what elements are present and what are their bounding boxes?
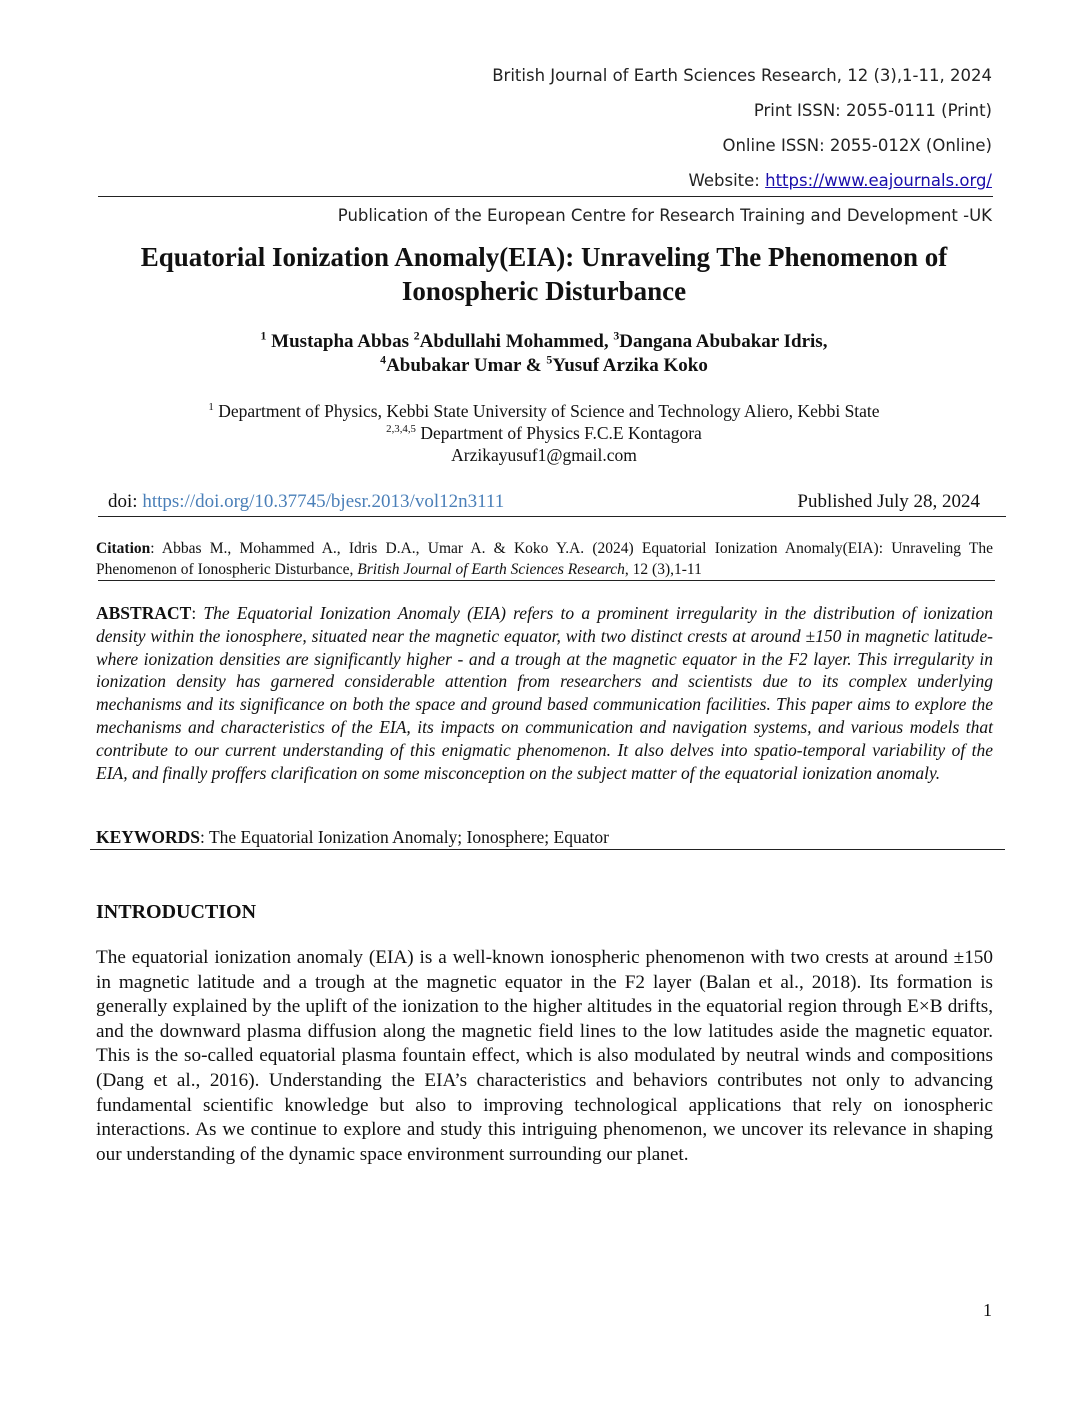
keywords-text: : The Equatorial Ionization Anomaly; Ionosphere; Equator	[200, 827, 609, 847]
citation-label: Citation	[96, 540, 151, 557]
author-4: Abubakar Umar &	[386, 355, 547, 376]
author-list	[96, 330, 992, 378]
header-rule	[98, 196, 993, 197]
author-3-marker: 3	[613, 329, 620, 343]
website-link[interactable]: https://www.eajournals.org/	[765, 171, 992, 190]
author-2: Abdullahi Mohammed,	[419, 331, 614, 352]
affiliation-1	[96, 400, 992, 422]
print-issn: Print ISSN: 2055-0111 (Print)	[753, 101, 992, 120]
keywords	[96, 826, 993, 848]
keywords-rule	[90, 849, 1005, 850]
title-line-2: Ionospheric Disturbance	[401, 276, 687, 306]
doi-row	[108, 490, 980, 514]
affiliations	[96, 400, 992, 466]
author-line-1	[96, 330, 992, 354]
doi-label: doi:	[108, 491, 143, 512]
introduction-text: The equatorial ionization anomaly (EIA) is a well-known ionospheric phenomenon with two crests at around ±150 in magnetic latitude and a trough at the magnetic equator in the F2 layer (Balan et al., 2018). Its formation is generally explained by the uplift of the ionization to the higher altitudes in the equatorial region through E×B drifts, and the downward plasma diffusion along the magnetic field lines to the low latitudes aside the magnetic equator. This is the so-called equatorial plasma fountain effect, which is also modulated by neutral winds and compositions (Dang et al., 2016). Understanding the EIA’s characteristics and behaviors contributes not only to advancing fundamental scientific knowledge but also to improving technological applications that rely on ionospheric interactions. As we continue to explore and study this intriguing phenomenon, we uncover its relevance in shaping our understanding of the dynamic space environment surrounding our planet.	[96, 947, 993, 1165]
author-1: Mustapha Abbas	[266, 331, 414, 352]
doi-rule	[98, 516, 1006, 517]
abstract-separator: :	[191, 603, 204, 623]
abstract-label: ABSTRACT	[96, 603, 192, 623]
citation-tail: , 12 (3),1-11	[624, 561, 702, 578]
affiliation-1-marker: 1	[208, 401, 214, 414]
affiliation-2	[96, 422, 992, 444]
title-line-1: Equatorial Ionization Anomaly(EIA): Unraveling The Phenomenon of	[140, 242, 948, 272]
affiliation-1-text: Department of Physics, Kebbi State University of Science and Technology Aliero, Kebbi State	[213, 401, 880, 421]
citation-journal: British Journal of Earth Sciences Research	[357, 561, 625, 578]
author-3: Dangana Abubakar Idris,	[619, 331, 828, 352]
affiliation-2-marker: 2,3,4,5	[386, 423, 416, 436]
publisher-line: Publication of the European Centre for Research Training and Development -UK	[337, 206, 992, 225]
abstract	[96, 602, 993, 784]
keywords-label: KEYWORDS	[96, 827, 201, 847]
citation-text: : Abbas M., Mohammed A., Idris D.A., Umar A. & Koko Y.A. (2024) Equatorial Ionization Anomaly(EIA): Unraveling The Phenomenon of Ionospheric Disturbance,	[96, 540, 993, 578]
author-4-marker: 4	[380, 353, 387, 367]
abstract-text: The Equatorial Ionization Anomaly (EIA) refers to a prominent irregularity in the distribution of ionization density within the ionosphere, situated near the magnetic equator, with two distinct crests at around ±150 in magnetic latitude- where ionization densities are significantly higher - and a trough at the magnetic equator in the F2 layer. This irregularity in ionization density has garnered considerable attention from researchers and scientists due to its complex underlying mechanisms and its significance on both the space and ground based communication facilities. This paper aims to explore the mechanisms and characteristics of the EIA, its impacts on communication and navigation systems, and various models that contribute to our current understanding of this enigmatic phenomenon. It also delves into spatio-temporal variability of the EIA, and finally proffers clarification on some misconception on the subject matter of the equatorial ionization anomaly.	[96, 603, 993, 783]
online-issn: Online ISSN: 2055-012X (Online)	[722, 136, 992, 155]
introduction-heading: INTRODUCTION	[96, 901, 257, 923]
author-2-marker: 2	[413, 329, 420, 343]
website-line	[689, 171, 992, 191]
citation	[96, 538, 993, 580]
contact-email: Arzikayusuf1@gmail.com	[451, 445, 637, 465]
author-1-marker: 1	[260, 329, 267, 343]
journal-line: British Journal of Earth Sciences Research, 12 (3),1-11, 2024	[492, 66, 992, 85]
doi-link[interactable]: https://doi.org/10.37745/bjesr.2013/vol12n3111	[142, 491, 505, 512]
author-line-2	[96, 354, 992, 378]
published-date: Published July 28, 2024	[797, 491, 980, 512]
author-5: Yusuf Arzika Koko	[552, 355, 708, 376]
website-label: Website:	[688, 171, 766, 190]
affiliation-2-text: Department of Physics F.C.E Kontagora	[415, 423, 702, 443]
paper-title	[96, 240, 992, 308]
citation-rule	[98, 580, 995, 581]
page-number: 1	[983, 1300, 992, 1320]
author-5-marker: 5	[546, 353, 553, 367]
